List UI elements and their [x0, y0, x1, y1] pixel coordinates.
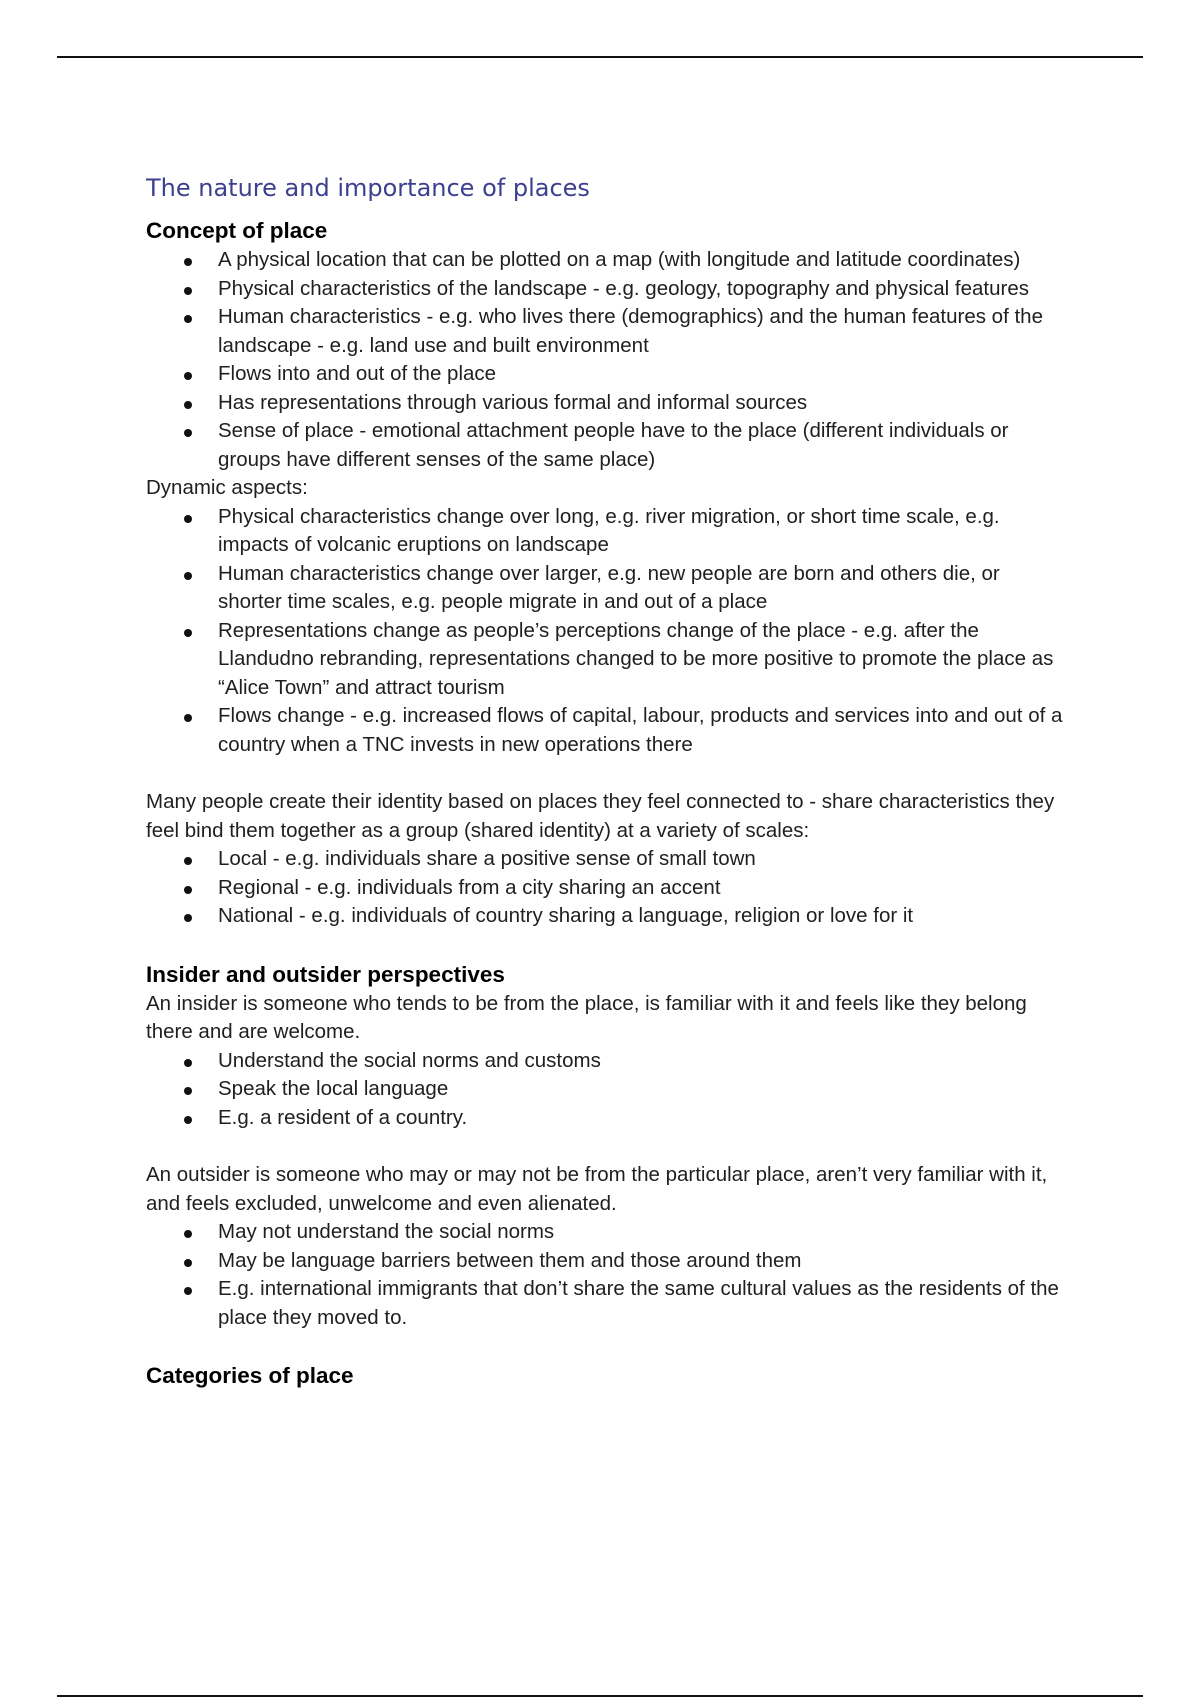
list-item: Understand the social norms and customs: [146, 1047, 1066, 1076]
bullet-icon: [184, 515, 192, 523]
bullet-icon: [184, 629, 192, 637]
paragraph-spacer: [146, 1132, 1066, 1161]
bullet-icon: [184, 857, 192, 865]
document-body: [146, 172, 1066, 1391]
list-item: E.g. international immigrants that don’t share the same cultural values as the residents of the place they moved to.: [146, 1275, 1066, 1332]
list-item: Sense of place - emotional attachment people have to the place (different individuals or groups have different senses of the same place): [146, 417, 1066, 474]
list-item: May not understand the social norms: [146, 1218, 1066, 1247]
identity-bullet-list: [146, 845, 1066, 931]
bullet-icon: [184, 287, 192, 295]
list-item: Physical characteristics change over long, e.g. river migration, or short time scale, e.g. impacts of volcanic eruptions on landscape: [146, 503, 1066, 560]
concept-bullet-list: [146, 246, 1066, 474]
bullet-icon: [184, 401, 192, 409]
dynamic-aspects-label: Dynamic aspects:: [146, 476, 308, 499]
paragraph-spacer: [146, 759, 1066, 788]
bullet-icon: [184, 315, 192, 323]
list-item: Human characteristics - e.g. who lives there (demographics) and the human features of the landscape - e.g. land use and built environment: [146, 303, 1066, 360]
bullet-icon: [184, 1259, 192, 1267]
bullet-icon: [184, 372, 192, 380]
bullet-icon: [184, 572, 192, 580]
bottom-rule: [57, 1695, 1143, 1697]
outsider-paragraph: An outsider is someone who may or may not be from the particular place, aren’t very familiar with it, and feels excluded, unwelcome and even alienated.: [146, 1163, 1048, 1215]
insider-bullet-list: [146, 1047, 1066, 1133]
paragraph-spacer: [146, 931, 1066, 960]
bullet-icon: [184, 1087, 192, 1095]
list-item: Physical characteristics of the landscape - e.g. geology, topography and physical features: [146, 275, 1066, 304]
dynamic-bullet-list: [146, 503, 1066, 760]
list-item: May be language barriers between them and those around them: [146, 1247, 1066, 1276]
heading-insider-outsider: Insider and outsider perspectives: [146, 961, 505, 987]
bullet-icon: [184, 429, 192, 437]
list-item: Representations change as people’s perceptions change of the place - e.g. after the Llandudno rebranding, representations changed to be more positive to promote the place as “Alice Town” and attract tourism: [146, 617, 1066, 703]
bullet-icon: [184, 914, 192, 922]
list-item: A physical location that can be plotted on a map (with longitude and latitude coordinates): [146, 246, 1066, 275]
paragraph-spacer: [146, 1332, 1066, 1361]
top-rule: [57, 56, 1143, 58]
list-item: Human characteristics change over larger, e.g. new people are born and others die, or shorter time scales, e.g. people migrate in and out of a place: [146, 560, 1066, 617]
heading-concept-of-place: Concept of place: [146, 218, 328, 243]
list-item: National - e.g. individuals of country sharing a language, religion or love for it: [146, 902, 1066, 931]
list-item: Flows into and out of the place: [146, 360, 1066, 389]
bullet-icon: [184, 1116, 192, 1124]
bullet-icon: [184, 886, 192, 894]
bullet-icon: [184, 258, 192, 266]
bullet-icon: [184, 714, 192, 722]
list-item: Regional - e.g. individuals from a city sharing an accent: [146, 874, 1066, 903]
list-item: Speak the local language: [146, 1075, 1066, 1104]
bullet-icon: [184, 1230, 192, 1238]
page-title: The nature and importance of places: [146, 174, 590, 202]
identity-paragraph: Many people create their identity based on places they feel connected to - share characteristics they feel bind them together as a group (shared identity) at a variety of scales:: [146, 790, 1055, 842]
list-item: Flows change - e.g. increased flows of capital, labour, products and services into and out of a country when a TNC invests in new operations there: [146, 702, 1066, 759]
outsider-bullet-list: [146, 1218, 1066, 1332]
list-item: Local - e.g. individuals share a positive sense of small town: [146, 845, 1066, 874]
bullet-icon: [184, 1059, 192, 1067]
insider-paragraph: An insider is someone who tends to be from the place, is familiar with it and feels like they belong there and are welcome.: [146, 991, 1027, 1043]
list-item: Has representations through various formal and informal sources: [146, 389, 1066, 418]
list-item: E.g. a resident of a country.: [146, 1104, 1066, 1133]
heading-categories-of-place: Categories of place: [146, 1363, 354, 1388]
bullet-icon: [184, 1287, 192, 1295]
